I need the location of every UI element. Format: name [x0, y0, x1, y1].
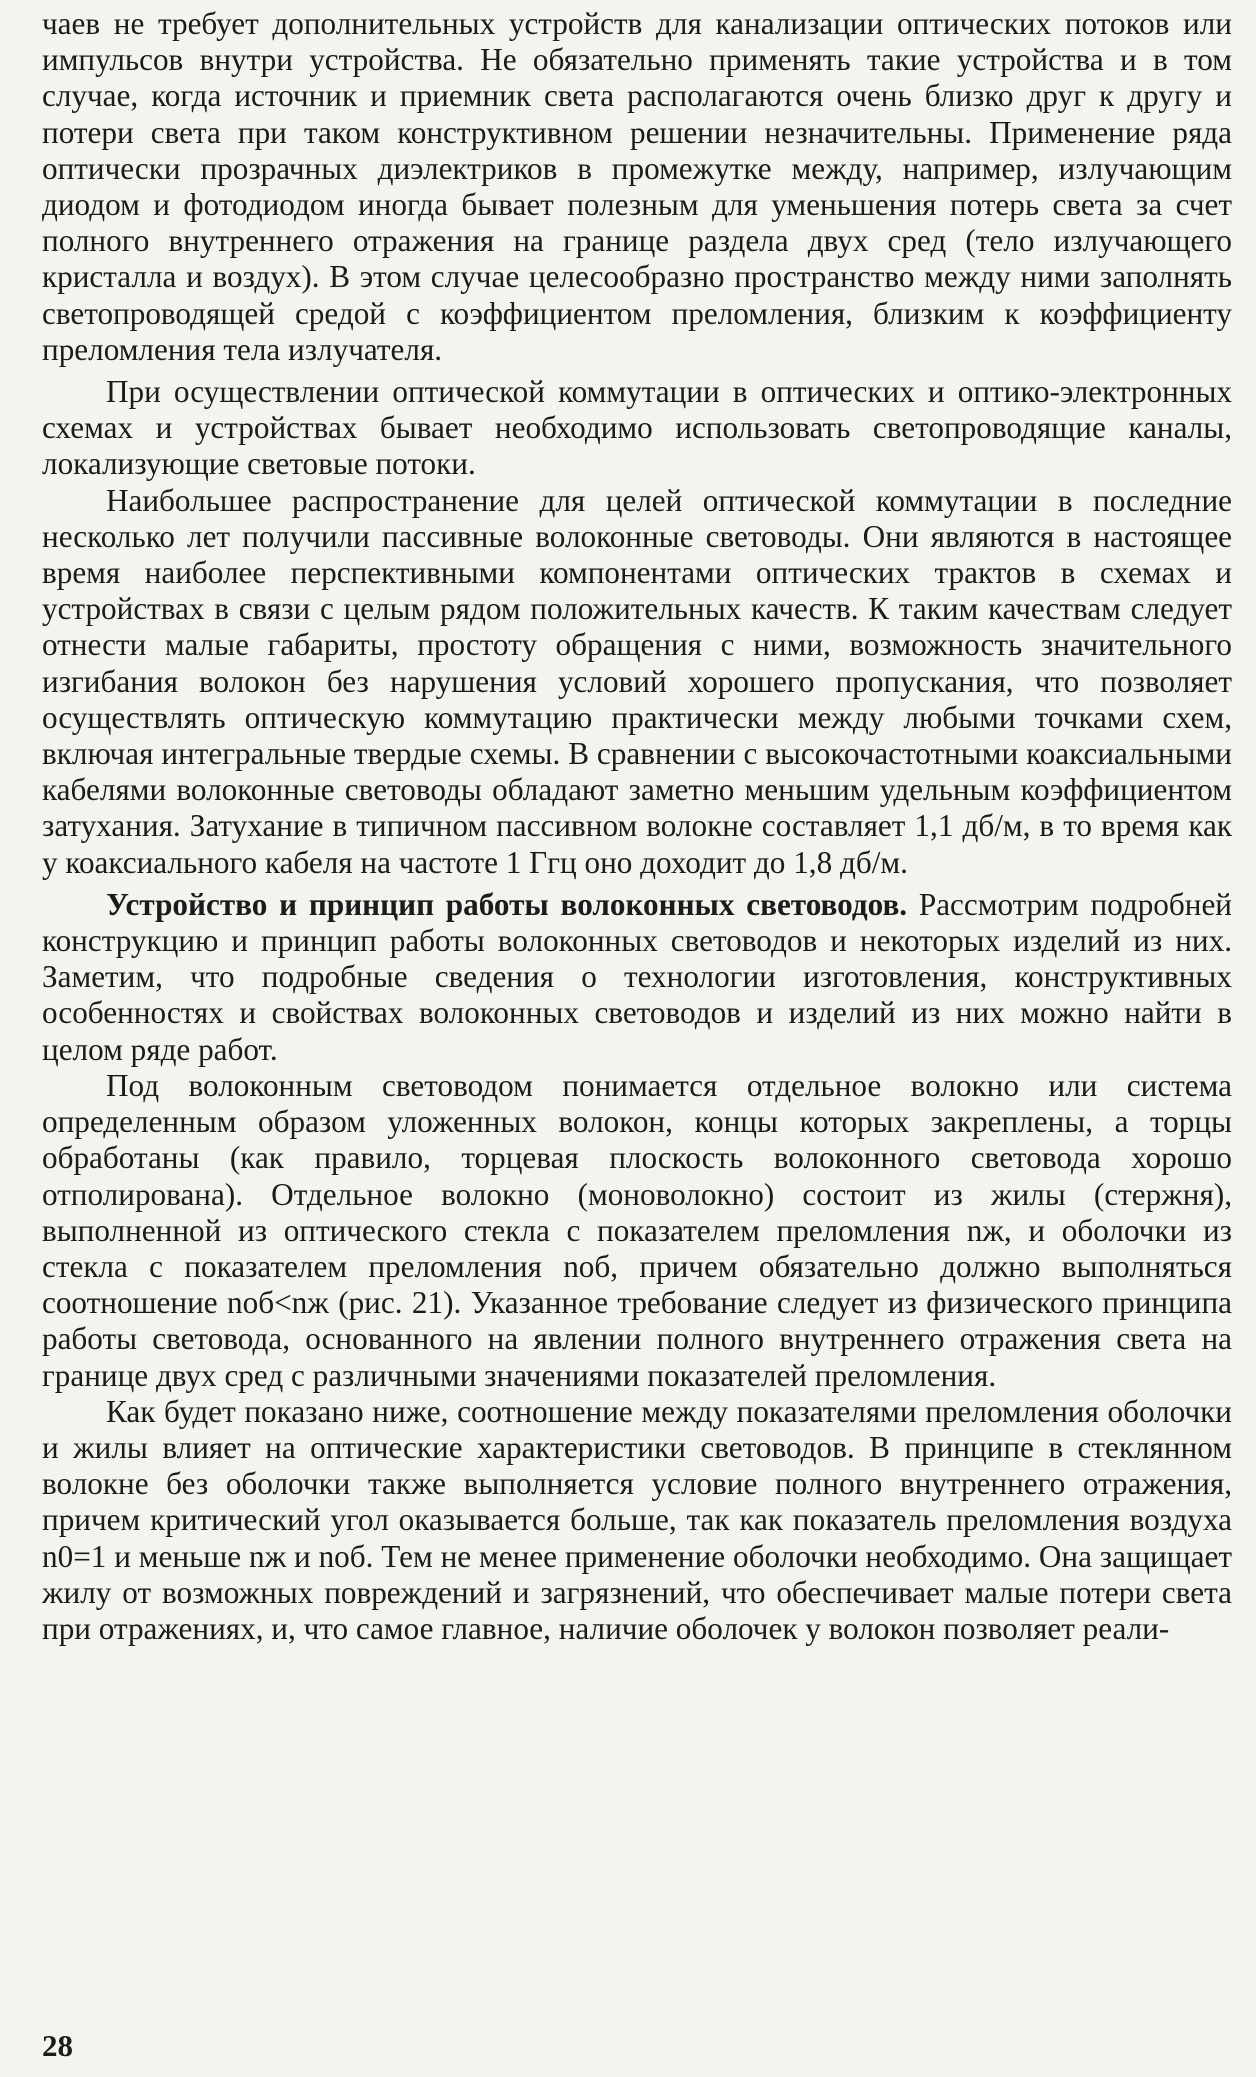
paragraph-4-text: Рассмотрим подробней конструкцию и принцип работы волоконных световодов и некоторых изделий из них. Заметим, что подробные сведения о технологии изготовления, конструктивных особенностях и свойствах волоконных световодов и изделий из них можно найти в целом ряде работ. — [42, 886, 1232, 1067]
paragraph-4 — [42, 887, 1232, 1068]
page-number: 28 — [42, 2028, 73, 2063]
section-title: Устройство и принцип работы волоконных световодов. — [106, 886, 908, 922]
paragraph-3: Наибольшее распространение для целей оптической коммутации в последние несколько лет получили пассивные волоконные световоды. Они являются в настоящее время наиболее перспективными компонентами оптических трактов в схемах и устройствах в связи с целым рядом положительных качеств. К таким качествам следует отнести малые габариты, простоту обращения с ними, возможность значительного изгибания волокон без нарушения условий хорошего пропускания, что позволяет осуществлять оптическую коммутацию практически между любыми точками схем, включая интегральные твердые схемы. В сравнении с высокочастотными коаксиальными кабелями волоконные световоды обладают заметно меньшим удельным коэффициентом затухания. Затухание в типичном пассивном волокне составляет 1,1 дб/м, в то время как у коаксиального кабеля на частоте 1 Ггц оно доходит до 1,8 дб/м. — [42, 482, 1232, 880]
paragraph-5: Под волоконным световодом понимается отдельное волокно или система определенным образом уложенных волокон, концы которых закреплены, а торцы обработаны (как правило, торцевая плоскость волоконного световода хорошо отполирована). Отдельное волокно (моноволокно) состоит из жилы (стержня), выполненной из оптического стекла с показателем преломления nж, и оболочки из стекла с показателем преломления nоб, причем обязательно должно выполняться соотношение nоб<nж (рис. 21). Указанное требование следует из физического принципа работы световода, основанного на явлении полного внутреннего отражения света на границе двух сред с различными значениями показателей преломления. — [42, 1067, 1232, 1393]
paragraph-6: Как будет показано ниже, соотношение между показателями преломления оболочки и жилы влияет на оптические характеристики световодов. В принципе в стеклянном волокне без оболочки также выполняется условие полного внутреннего отражения, причем критический угол оказывается больше, так как показатель преломления воздуха n0=1 и меньше nж и nоб. Тем не менее применение оболочки необходимо. Она защищает жилу от возможных повреждений и загрязнений, что обеспечивает малые потери света при отражениях, и, что самое главное, наличие оболочек у волокон позволяет реали- — [42, 1393, 1232, 1646]
paragraph-1: чаев не требует дополнительных устройств для канализации оптических потоков или импульсов внутри устройства. Не обязательно применять такие устройства и в том случае, когда источник и приемник света располагаются очень близко друг к другу и потери света при таком конструктивном решении незначительны. Применение ряда оптически прозрачных диэлектриков в промежутке между, например, излучающим диодом и фотодиодом иногда бывает полезным для уменьшения потерь света за счет полного внутреннего отражения на границе раздела двух сред (тело излучающего кристалла и воздух). В этом случае целесообразно пространство между ними заполнять светопроводящей средой с коэффициентом преломления, близким к коэффициенту преломления тела излучателя. — [42, 6, 1232, 367]
page-body — [42, 6, 1232, 1647]
paragraph-2: При осуществлении оптической коммутации в оптических и оптико-электронных схемах и устройствах бывает необходимо использовать светопроводящие каналы, локализующие световые потоки. — [42, 374, 1232, 482]
